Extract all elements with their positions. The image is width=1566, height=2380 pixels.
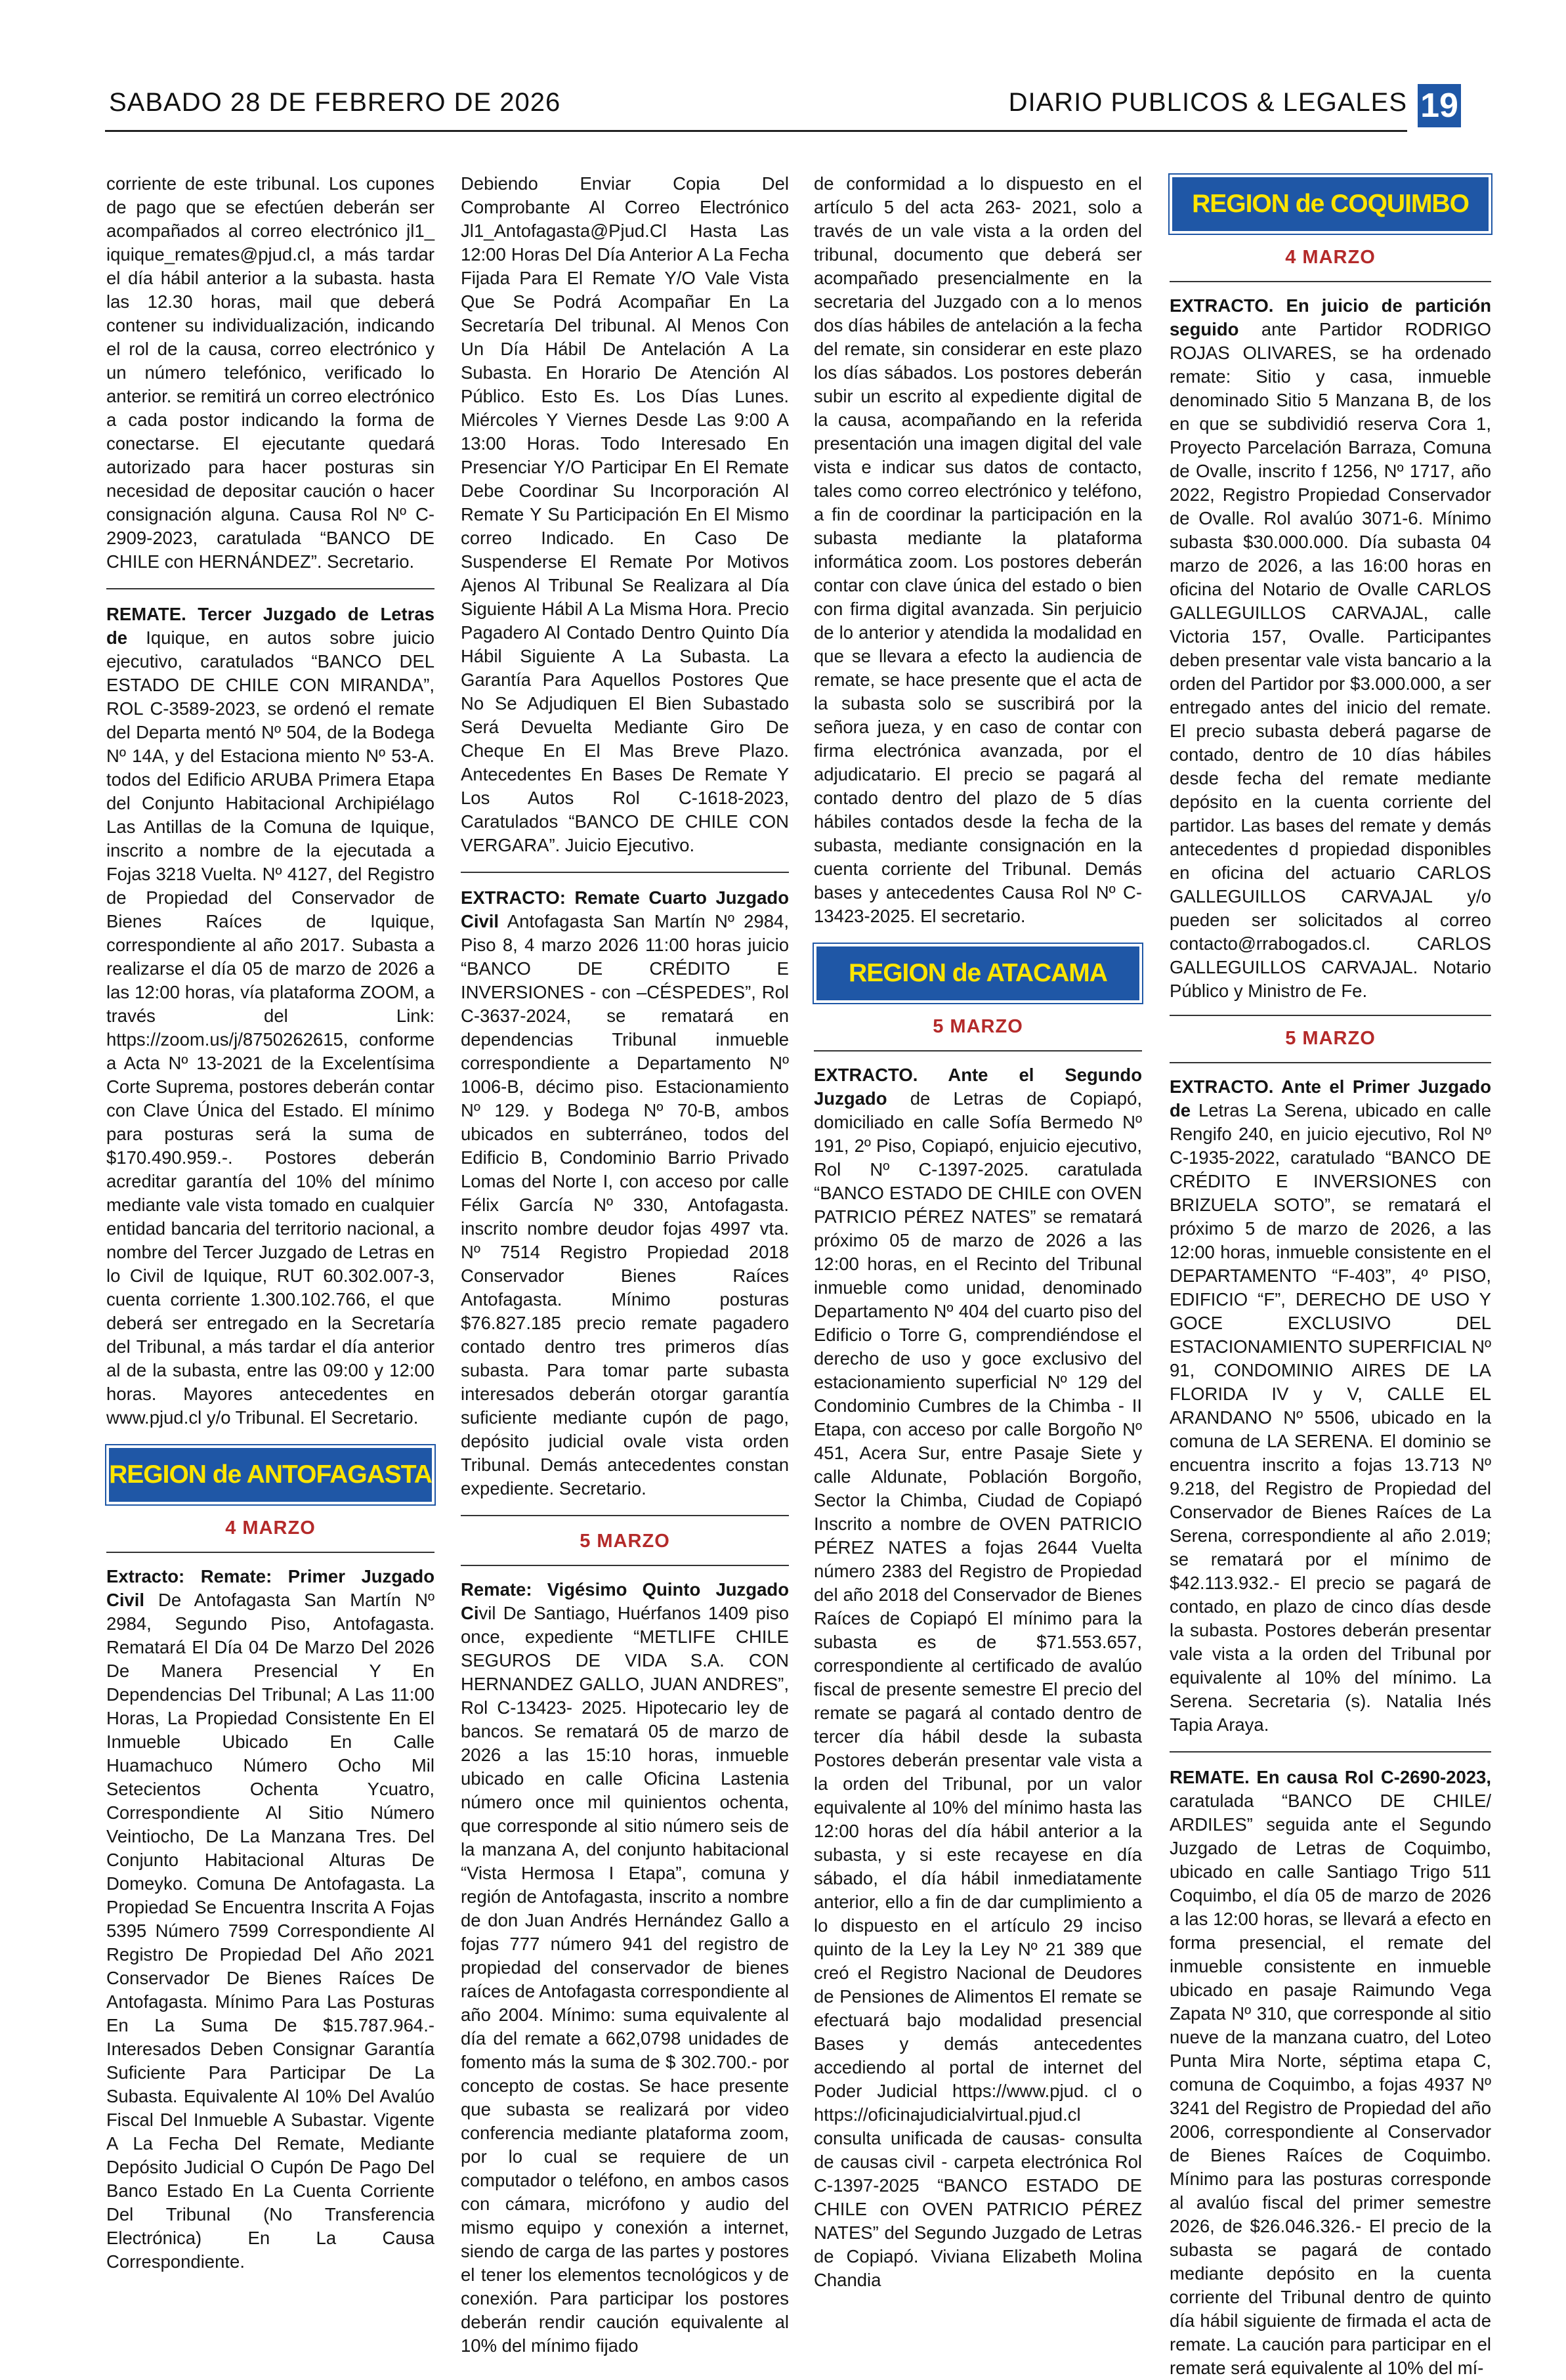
column-1 [106, 172, 434, 2274]
notice-iquique [106, 603, 434, 1430]
masthead [105, 84, 1461, 133]
notice-lead: REMATE. Tercer Juzgado de Letras de [106, 604, 434, 648]
notice-body: Letras La Serena, ubicado en calle Rengifo 240, en juicio ejecutivo, Rol Nº C-1935-2022, caratulado “BANCO DE CRÉDITO E INVERSIONES con BRIZUELA SOTO”, se rematará el próximo 5 de marzo de 2026, a las 12:00 horas, inmueble consistente en el DEPARTAMENTO “F-403”, 4º PISO, EDIFICIO “F”, DERECHO DE USO Y GOCE EXCLUSIVO DEL ESTACIONAMIENTO SUPERFICIAL Nº 91, CONDOMINIO AIRES DE LA FLORIDA IV y V, CALLE EL ARANDANO Nº 5506, ubicado en la comuna de LA SERENA. El dominio se encuentra inscrito a fojas 13.713 Nº 9.218, del Registro de Propiedad del Conservador de Bienes Raíces de La Serena, correspondiente al año 2.019; se rematará por el mínimo de $42.113.932.- El precio se pagará de contado, en plazo de cinco días desde la subasta. Postores deberán presentar vale vista a la orden del Tribunal por equivalente al 10% del mínimo. La Serena. Secretaria (s). Natalia Inés Tapia Araya. [1170, 1100, 1491, 1735]
region-header-coquimbo: REGION de COQUIMBO [1170, 175, 1491, 234]
notice-copiapo [814, 1063, 1142, 2292]
notice-coquimbo [1170, 1766, 1491, 2380]
notice-continuation: Debiendo Enviar Copia Del Comprobante Al Correo Electrónico Jl1_Antofagasta@Pjud.Cl Hasta Las 12:00 Horas Del Día Anterior A La Fecha Fijada Para El Remate Y/O Vale Vista Que Se Podrá Acompañar En La Secretaría Del tribunal. Al Menos Con Un Día Hábil De Antelación A La Subasta. En Horario De Atención Al Público. Esto Es. Los Días Lunes. Miércoles Y Viernes Desde Las 9:00 A 13:00 Horas. Todo Interesado En Presenciar Y/O Participar En El Remate Debe Coordinar Su Incorporación Al Remate Y Su Participación En El Mismo correo Indicado. En Caso De Suspenderse El Remate Por Motivos Ajenos Al Tribunal Se Realizara al Día Siguiente Hábil A La Misma Hora. Precio Pagadero Al Contado Dentro Quinto Día Hábil Siguiente A La Subasta. La Garantía Para Aquellos Postores Que No Se Adjudiquen El Bien Subastado Será Devuelta Mediante Giro De Cheque En El Mas Breve Plazo. Antecedentes En Bases De Remate Y Los Autos Rol C-1618-2023, Caratulados “BANCO DE CHILE CON VERGARA”. Juicio Ejecutivo. [461, 173, 789, 855]
notice-lead: REMATE. En causa Rol C-2690-2023, [1170, 1767, 1491, 1787]
column-2 [461, 172, 789, 2358]
date-heading: 4 MARZO [1170, 245, 1491, 282]
notice-lead: EXTRACTO. Ante el Primer Juzgado de [1170, 1076, 1491, 1120]
date-heading: 5 MARZO [461, 1529, 789, 1566]
notice-continuation: corriente de este tribunal. Los cupones de pago que se efectúen deberán ser acompañados al correo electrónico jl1_ iquique_remates@pjud.cl, a más tardar el día hábil anterior a la subasta. hasta las 12.30 horas, mail que deberá contener su individualización, indicando el rol de la causa, correo electrónico y un número telefónico, verificado lo anterior. se remitirá un correo electrónico a cada postor indicando la forma de conectarse. El ejecutante quedará autorizado para hacer posturas sin necesidad de depositar caución o hacer consignación alguna. Causa Rol Nº C-2909-2023, caratulada “BANCO DE CHILE con HERNÁNDEZ”. Secretario. [106, 173, 434, 572]
publication-name: DIARIO PUBLICOS & LEGALES [1008, 88, 1407, 117]
notice-antofagasta-2 [461, 886, 789, 1500]
notice-body: De Antofagasta San Martín Nº 2984, Segundo Piso, Antofagasta. Rematará El Día 04 De Marzo Del 2026 De Manera Presencial Y En Dependencias Del Tribunal; A Las 11:00 Horas, La Propiedad Consistente En El Inmueble Ubicado En Calle Huamachuco Número Ocho Mil Setecientos Ochenta Ycuatro, Correspondiente Al Sitio Número Veintiocho, De La Manzana Tres. Del Conjunto Habitacional Alturas De Domeyko. Comuna De Antofagasta. La Propiedad Se Encuentra Inscrita A Fojas 5395 Número 7599 Correspondiente Al Registro De Propiedad Del Año 2021 Conservador De Bienes Raíces De Antofagasta. Mínimo Para Las Posturas En La Suma De $15.787.964.- Interesados Deben Consignar Garantía Suficiente Para Participar De La Subasta. Equivalente Al 10% Del Avalúo Fiscal Del Inmueble A Subastar. Vigente A La Fecha Del Remate, Mediante Depósito Judicial O Cupón De Pago Del Banco Estado En La Cuenta Corriente Del Tribunal (No Transferencia Electrónica) En La Causa Correspondiente. [106, 1590, 434, 2272]
masthead-rule [105, 130, 1407, 132]
notice-lead: EXTRACTO. Ante el Segundo Juzgado [814, 1065, 1142, 1109]
region-header-antofagasta: REGION de ANTOFAGASTA [106, 1445, 434, 1504]
column-3 [814, 172, 1142, 2292]
notice-santiago [461, 1578, 789, 2358]
divider [106, 588, 434, 589]
notice-ovalle [1170, 294, 1491, 1003]
divider [461, 872, 789, 873]
notice-antofagasta-1 [106, 1565, 434, 2274]
issue-date: SABADO 28 DE FEBRERO DE 2026 [109, 88, 561, 117]
divider [1170, 1751, 1491, 1753]
notice-body: Iquique, en autos sobre juicio ejecutivo, caratulados “BANCO DEL ESTADO DE CHILE CON MIRANDA”, ROL C-3589-2023, se ordenó el remate del Departa mentó Nº 504, de la Bodega Nº 14A, y del Estaciona miento Nº 53-A. todos del Edificio ARUBA Primera Etapa del Conjunto Habitacional Archipiélago Las Antillas de la Comuna de Iquique, inscrito a nombre de la ejecutada a Fojas 3218 Vuelta. Nº 4127, del Registro de Propiedad del Conservador de Bienes Raíces de Iquique, correspondiente al año 2017. Subasta a realizarse el día 05 de marzo de 2026 a las 12:00 horas, vía plataforma ZOOM, a través del Link: https://zoom.us/j/8750262615, conforme a Acta Nº 13-2021 de la Excelentísima Corte Suprema, postores deberán contar con Clave Única del Estado. El mínimo para posturas será la suma de $170.490.959.-. Postores deberán acreditar garantía del 10% del mínimo mediante vale vista tomado en cualquier entidad bancaria del territorio nacional, a nombre del Tercer Juzgado de Letras en lo Civil de Iquique, RUT 60.302.007-3, cuenta corriente 1.300.102.766, el que deberá ser entregado en la Secretaría del Tribunal, a más tardar el día anterior al de la subasta, entre las 09:00 y 12:00 horas. Mayores antecedentes en www.pjud.cl y/o Tribunal. El Secretario. [106, 627, 434, 1428]
notice-lead: EXTRACTO: Remate Cuarto Juzgado Civil [461, 887, 789, 931]
notice-body: Antofagasta San Martín Nº 2984, Piso 8, 4 marzo 2026 11:00 horas juicio “BANCO DE CRÉDITO E INVERSIONES - con –CÉSPEDES”, Rol C-3637-2024, se rematará en dependencias Tribunal inmueble correspondiente a Departamento Nº 1006-B, décimo piso. Estacionamiento Nº 129. y Bodega Nº 70-B, ambos ubicados en subterráneo, todos del Edificio B, Condominio Barrio Privado Lomas del Norte I, con acceso por calle Félix García Nº 330, Antofagasta. inscrito nombre deudor fojas 4997 vta. Nº 7514 Registro Propiedad 2018 Conservador Bienes Raíces Antofagasta. Mínimo posturas $76.827.185 precio remate pagadero contado dentro tres primeros días subasta. Para tomar parte subasta interesados deberán otorgar garantía suficiente mediante cupón de pago, depósito judicial ovale vista orden Tribunal. Demás antecedentes constan expediente. Secretario. [461, 911, 789, 1498]
notice-body: ante Partidor RODRIGO ROJAS OLIVARES, se ha ordenado remate: Sitio y casa, inmueble denominado Sitio 5 Manzana B, de los en que se subdividió reserva Cora 1, Proyecto Parcelación Barraza, Comuna de Ovalle, inscrito f 1256, Nº 1717, año 2022, Registro Propiedad Conservador de Ovalle. Rol avalúo 3071-6. Mínimo subasta $30.000.000. Día subasta 04 marzo de 2026, a las 16:00 horas en oficina del Notario de Ovalle CARLOS GALLEGUILLOS CARVAJAL, calle Victoria 157, Ovalle. Participantes deben presentar vale vista bancario a la orden del Partidor por $3.000.000, a ser entregado antes del inicio del remate. El precio subasta deberá pagarse de contado, dentro de 10 días hábiles desde fecha del remate mediante depósito en la cuenta corriente del partidor. Las bases del remate y demás antecedentes d propiedad disponibles en oficina del actuario CARLOS GALLEGUILLOS CARVAJAL y/o pueden ser solicitados al correo contacto@rrabogados.cl. CARLOS GALLEGUILLOS CARVAJAL. Notario Público y Ministro de Fe. [1170, 319, 1491, 1001]
region-header-atacama: REGION de ATACAMA [814, 944, 1142, 1003]
notice-body: caratulada “BANCO DE CHILE/ ARDILES” seguida ante el Segundo Juzgado de Letras de Coquimbo, ubicado en calle Santiago Trigo 511 Coquimbo, el día 05 de marzo de 2026 a las 12:00 horas, se llevará a efecto en forma presencial, el remate del inmueble consistente en inmueble ubicado en pasaje Raimundo Vega Zapata Nº 310, que corresponde al sitio nueve de la manzana cuatro, del Loteo Punta Mira Norte, séptima etapa C, comuna de Coquimbo, a fojas 4937 Nº 3241 del Registro de Propiedad del año 2006, correspondiente al Conservador de Bienes Raíces de Coquimbo. Mínimo para las posturas corresponde al avalúo fiscal del primer semestre 2026, de $26.046.326.- El precio de la subasta se pagará de contado mediante depósito en la cuenta corriente del Tribunal dentro de quinto día hábil siguiente de firmada el acta de remate. La caución para participar en el remate será equivalente al 10% del mí- [1170, 1791, 1491, 2378]
divider [461, 1515, 789, 1516]
column-4 [1170, 172, 1491, 2380]
page-number: 19 [1418, 84, 1461, 127]
notice-continuation: de conformidad a lo dispuesto en el artículo 5 del acta 263- 2021, solo a través de un vale vista a la orden del tribunal, documento que deberá ser acompañado presencialmente en la secretaria del Juzgado con a lo menos dos días hábiles de antelación a la fecha del remate, sin considerar en este plazo los días sábados. Los postores deberán subir un escrito al expediente digital de la causa, acompañando en la referida presentación una imagen digital del vale vista e indicar sus datos de contacto, tales como correo electrónico y teléfono, a fin de coordinar la participación en la subasta mediante la plataforma informática zoom. Los postores deberán contar con clave única del estado o bien con firma digital avanzada. Sin perjuicio de lo anterior y atendida la modalidad en que se llevara a efecto la audiencia de remate, se hace presente que el acta de la subasta solo se suscribirá por la señora jueza, y en caso de contar con firma electrónica avanzada, por el adjudicatario. El precio se pagará al contado dentro del plazo de 5 días hábiles contados desde la fecha de la subasta, mediante consignación en la cuenta corriente del Tribunal. Demás bases y antecedentes Causa Rol Nº C-13423-2025. El secretario. [814, 173, 1142, 926]
notice-lead: Remate: Vigésimo Quinto Juzgado Ci [461, 1579, 789, 1623]
notice-lead: EXTRACTO. En juicio de partición seguido [1170, 295, 1491, 339]
date-heading: 5 MARZO [1170, 1015, 1491, 1063]
notice-body: de Letras de Copiapó, domiciliado en calle Sofía Bermedo Nº 191, 2º Piso, Copiapó, enjuicio ejecutivo, Rol Nº C-1397-2025. caratulada “BANCO ESTADO DE CHILE con OVEN PATRICIO PÉREZ NATES” se rematará próximo 05 de marzo de 2026 a las 12:00 horas, en el Recinto del Tribunal inmueble como unidad, denominado Departamento Nº 404 del cuarto piso del Edificio o Torre G, comprendiéndose el derecho de uso y goce exclusivo del estacionamiento superficial Nº 129 del Condominio Cumbres de la Chimba - II Etapa, con acceso por calle Borgoño Nº 451, Acera Sur, entre Pasaje Siete y calle Aldunate, Población Borgoño, Sector la Chimba, Ciudad de Copiapó Inscrito a nombre de OVEN PATRICIO PÉREZ NATES a fojas 2644 Vuelta número 2383 del Registro de Propiedad del año 2018 del Conservador de Bienes Raíces de Copiapó El mínimo para la subasta es de $71.553.657, correspondiente al certificado de avalúo fiscal de presente semestre El precio del remate se pagará al contado dentro de tercer día hábil desde la subasta Postores deberán presentar vale vista a la orden del Tribunal, por un valor equivalente al 10% del mínimo hasta las 12:00 horas del día hábil anterior a la subasta, y si este recayese en día sábado, el día hábil inmediatamente anterior, ello a fin de dar cumplimiento a lo dispuesto en el artículo 29 inciso quinto de la Ley la Ley Nº 21 389 que creó el Registro Nacional de Deudores de Pensiones de Alimentos El remate se efectuará bajo modalidad presencial Bases y demás antecedentes accediendo al portal de internet del Poder Judicial https://www.pjud. cl o https://oficinajudicialvirtual.pjud.cl consulta unificada de causas- consulta de causas civil - carpeta electrónica Rol C-1397-2025 “BANCO ESTADO DE CHILE con OVEN PATRICIO PÉREZ NATES” del Segundo Juzgado de Letras de Copiapó. Viviana Elizabeth Molina Chandia [814, 1088, 1142, 2290]
notice-la-serena [1170, 1075, 1491, 1737]
notice-lead: Extracto: Remate: Primer Juzgado Civil [106, 1566, 434, 1610]
date-heading: 4 MARZO [106, 1516, 434, 1553]
date-heading: 5 MARZO [814, 1015, 1142, 1052]
notice-body: vil De Santiago, Huérfanos 1409 piso once, expediente “METLIFE CHILE SEGUROS DE VIDA S.A. CON HERNANDEZ GALLO, JUAN ANDRES”, Rol C-13423- 2025. Hipotecario ley de bancos. Se rematará 05 de marzo de 2026 a las 15:10 horas, inmueble ubicado en calle Oficina Lastenia número once mil quinientos ochenta, que corresponde al sitio número seis de la manzana A, del conjunto habitacional “Vista Hermosa I Etapa”, comuna y región de Antofagasta, inscrito a nombre de don Juan Andrés Hernández Gallo a fojas 777 número 941 del registro de propiedad del conservador de bienes raíces de Antofagasta correspondiente al año 2004. Mínimo: suma equivalente al día del remate a 662,0798 unidades de fomento más la suma de $ 302.700.- por concepto de costas. Se hace presente que subasta se realizará por video conferencia mediante plataforma zoom, por lo cual se requiere de un computador o teléfono, en ambos casos con cámara, micrófono y audio del mismo equipo y conexión a internet, siendo de carga de las partes y postores el tener los elementos tecnológicos y de conexión. Para participar los postores deberán rendir caución equivalente al 10% del mínimo fijado [461, 1603, 789, 2356]
